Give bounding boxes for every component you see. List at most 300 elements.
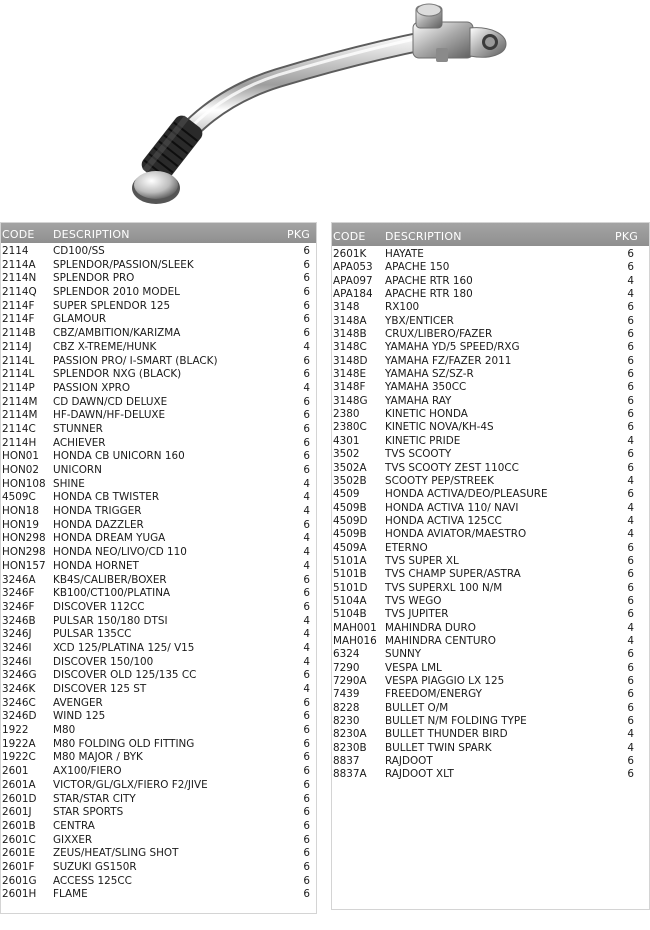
code-cell: 2601B xyxy=(2,819,36,832)
description-cell: AVENGER xyxy=(53,696,103,709)
pkg-cell: 4 xyxy=(627,514,634,527)
table-row xyxy=(332,622,649,635)
code-cell: 3246I xyxy=(2,641,32,654)
table-row xyxy=(1,683,316,697)
table-row xyxy=(332,648,649,661)
table-header xyxy=(1,223,316,243)
code-cell: 3502A xyxy=(333,461,367,474)
code-cell: HON298 xyxy=(2,546,46,559)
code-cell: 3148E xyxy=(333,368,367,381)
table-row xyxy=(1,820,316,834)
table-row xyxy=(1,847,316,861)
table-row xyxy=(332,702,649,715)
table-row xyxy=(332,341,649,354)
table-row xyxy=(1,259,316,273)
description-cell: PULSAR 135CC xyxy=(53,628,132,641)
code-cell: 5101A xyxy=(333,554,367,567)
table-row xyxy=(332,528,649,541)
code-cell: 5104B xyxy=(333,608,367,621)
code-cell: 2114F xyxy=(2,299,35,312)
description-cell: RAJDOOT XLT xyxy=(385,768,454,781)
table-row xyxy=(1,642,316,656)
code-cell: 3148F xyxy=(333,381,366,394)
code-cell: 3246G xyxy=(2,669,37,682)
description-cell: XCD 125/PLATINA 125/ V15 xyxy=(53,641,195,654)
description-cell: HONDA HORNET xyxy=(53,559,139,572)
table-row xyxy=(1,574,316,588)
description-cell: AX100/FIERO xyxy=(53,765,122,778)
table-row xyxy=(332,675,649,688)
table-row xyxy=(332,542,649,555)
description-cell: SUZUKI GS150R xyxy=(53,860,137,873)
table-row xyxy=(1,806,316,820)
code-cell: 2114Q xyxy=(2,286,37,299)
pkg-cell: 6 xyxy=(303,464,310,476)
description-cell: HONDA DREAM YUGA xyxy=(53,532,166,545)
table-row xyxy=(1,491,316,505)
code-cell: 1922C xyxy=(2,751,36,764)
table-row xyxy=(332,728,649,741)
pkg-cell: 6 xyxy=(303,272,310,285)
description-cell: ACHIEVER xyxy=(53,436,106,449)
table-row xyxy=(332,408,649,421)
pkg-cell: 6 xyxy=(627,421,634,434)
description-cell: RAJDOOT xyxy=(385,755,433,768)
description-cell: PASSION PRO/ I-SMART (BLACK) xyxy=(53,354,218,367)
table-row xyxy=(332,555,649,568)
table-row xyxy=(332,635,649,648)
description-cell: STAR SPORTS xyxy=(53,806,124,819)
pkg-cell: 6 xyxy=(627,461,634,474)
description-cell: MAHINDRA DURO xyxy=(385,621,476,634)
code-cell: 3246K xyxy=(2,683,36,695)
table-row xyxy=(332,568,649,581)
code-cell: 2601 xyxy=(2,765,29,778)
table-row xyxy=(1,286,316,300)
description-cell: CENTRA xyxy=(53,819,95,832)
description-cell: WIND 125 xyxy=(53,710,106,723)
table-row xyxy=(1,560,316,574)
pkg-cell: 6 xyxy=(303,395,310,408)
pkg-cell: 4 xyxy=(627,474,634,487)
description-cell: TVS SUPERXL 100 N/M xyxy=(385,581,503,594)
pkg-cell: 6 xyxy=(303,737,310,750)
table-row xyxy=(1,697,316,711)
code-cell: MAH001 xyxy=(333,621,377,634)
code-cell: MAH016 xyxy=(333,634,377,647)
code-cell: 7439 xyxy=(333,688,360,701)
pkg-cell: 6 xyxy=(303,436,310,449)
description-cell: SPLENDOR 2010 MODEL xyxy=(53,286,180,299)
pkg-cell: 6 xyxy=(303,245,310,257)
pkg-cell: 6 xyxy=(303,724,310,737)
table-row xyxy=(1,396,316,410)
description-cell: CRUX/LIBERO/FAZER xyxy=(385,328,493,341)
header-pkg: PKG xyxy=(615,230,638,243)
description-cell: KB4S/CALIBER/BOXER xyxy=(53,573,167,586)
code-cell: 3246J xyxy=(2,628,32,641)
table-row xyxy=(1,779,316,793)
description-cell: BULLET N/M FOLDING TYPE xyxy=(385,715,527,728)
pkg-cell: 4 xyxy=(627,434,634,447)
description-cell: HONDA CB TWISTER xyxy=(53,491,160,504)
table-row xyxy=(332,662,649,675)
code-cell: 3246F xyxy=(2,600,35,613)
code-cell: 7290A xyxy=(333,675,367,687)
pkg-cell: 6 xyxy=(303,833,310,846)
code-cell: 2601D xyxy=(2,792,37,805)
table-row xyxy=(1,313,316,327)
pkg-cell: 6 xyxy=(303,409,310,422)
table-row xyxy=(332,421,649,434)
pkg-cell: 6 xyxy=(303,286,310,299)
table-row xyxy=(332,248,649,261)
code-cell: 3148B xyxy=(333,328,367,341)
table-row xyxy=(1,793,316,807)
table-row xyxy=(332,582,649,595)
description-cell: TVS SUPER XL xyxy=(385,554,459,567)
pkg-cell: 6 xyxy=(303,696,310,709)
code-cell: 2114A xyxy=(2,258,36,271)
pkg-cell: 6 xyxy=(303,354,310,367)
code-cell: 3148D xyxy=(333,354,368,367)
code-cell: HON19 xyxy=(2,518,39,531)
pkg-cell: 6 xyxy=(627,314,634,327)
description-cell: VICTOR/GL/GLX/FIERO F2/JIVE xyxy=(53,778,208,791)
code-cell: HON18 xyxy=(2,505,39,518)
code-cell: 3148A xyxy=(333,314,367,327)
description-cell: YAMAHA 350CC xyxy=(385,381,467,394)
code-cell: 2114B xyxy=(2,327,36,340)
description-cell: ACCESS 125CC xyxy=(53,874,132,887)
pkg-cell: 4 xyxy=(627,728,634,741)
table-row xyxy=(332,368,649,381)
table-row xyxy=(1,450,316,464)
code-cell: 3246D xyxy=(2,710,37,723)
pkg-cell: 6 xyxy=(303,860,310,873)
code-cell: 2601J xyxy=(2,806,32,819)
pkg-cell: 6 xyxy=(303,368,310,381)
table-row xyxy=(1,505,316,519)
code-cell: APA053 xyxy=(333,261,373,274)
pkg-cell: 6 xyxy=(627,301,634,314)
pkg-cell: 6 xyxy=(303,765,310,778)
pkg-cell: 4 xyxy=(303,614,310,627)
code-cell: 5101D xyxy=(333,581,368,594)
description-cell: ETERNO xyxy=(385,541,428,554)
code-cell: 2114H xyxy=(2,436,37,449)
description-cell: YBX/ENTICER xyxy=(385,314,454,327)
description-cell: TVS CHAMP SUPER/ASTRA xyxy=(385,568,521,581)
code-cell: APA184 xyxy=(333,288,373,301)
code-cell: 2601F xyxy=(2,860,35,873)
pkg-cell: 4 xyxy=(627,528,634,541)
pkg-cell: 6 xyxy=(303,573,310,586)
header-description: DESCRIPTION xyxy=(385,230,462,243)
pkg-cell: 4 xyxy=(627,288,634,301)
table-row xyxy=(332,435,649,448)
code-cell: 2114L xyxy=(2,368,35,381)
table-row xyxy=(1,532,316,546)
table-body xyxy=(332,248,649,782)
pkg-cell: 4 xyxy=(627,274,634,287)
pkg-cell: 6 xyxy=(627,768,634,781)
table-row xyxy=(1,300,316,314)
table-row xyxy=(1,382,316,396)
pkg-cell: 6 xyxy=(627,381,634,394)
code-cell: 3246A xyxy=(2,573,36,586)
pkg-cell: 6 xyxy=(627,701,634,714)
kick-lever-image xyxy=(118,0,518,212)
description-cell: DISCOVER 125 ST xyxy=(53,683,147,695)
code-cell: 4509B xyxy=(333,528,367,541)
table-row xyxy=(1,519,316,533)
table-row xyxy=(1,327,316,341)
code-cell: 4509D xyxy=(333,514,368,527)
table-row xyxy=(332,328,649,341)
table-row xyxy=(332,395,649,408)
pkg-cell: 4 xyxy=(303,491,310,504)
description-cell: HONDA ACTIVA 110/ NAVI xyxy=(385,501,519,514)
pkg-cell: 6 xyxy=(627,715,634,728)
table-header xyxy=(332,223,649,246)
table-row xyxy=(1,272,316,286)
code-cell: 2601G xyxy=(2,874,37,887)
code-cell: 3246B xyxy=(2,614,36,627)
table-row xyxy=(1,409,316,423)
code-cell: HON108 xyxy=(2,477,46,490)
parts-table-right xyxy=(331,222,650,910)
description-cell: KB100/CT100/PLATINA xyxy=(53,587,171,600)
code-cell: 3246I xyxy=(2,655,32,668)
pkg-cell: 6 xyxy=(627,594,634,607)
description-cell: YAMAHA YD/5 SPEED/RXG xyxy=(385,341,520,354)
header-pkg: PKG xyxy=(287,228,310,241)
header-description: DESCRIPTION xyxy=(53,228,130,241)
pkg-cell: 4 xyxy=(627,501,634,514)
table-row xyxy=(1,368,316,382)
table-row xyxy=(332,688,649,701)
pkg-cell: 4 xyxy=(303,381,310,394)
table-row xyxy=(1,669,316,683)
code-cell: 2114N xyxy=(2,272,37,285)
description-cell: TVS WEGO xyxy=(385,594,442,607)
description-cell: HONDA AVIATOR/MAESTRO xyxy=(385,528,527,541)
code-cell: 2601K xyxy=(333,248,367,260)
pkg-cell: 6 xyxy=(303,258,310,271)
code-cell: 7290 xyxy=(333,661,360,674)
description-cell: PASSION XPRO xyxy=(53,381,131,394)
pkg-cell: 6 xyxy=(627,328,634,341)
table-row xyxy=(1,464,316,478)
code-cell: 1922A xyxy=(2,737,36,750)
table-row xyxy=(332,462,649,475)
pkg-cell: 6 xyxy=(627,568,634,581)
pkg-cell: 4 xyxy=(303,505,310,518)
pkg-cell: 4 xyxy=(627,634,634,647)
pkg-cell: 4 xyxy=(627,741,634,754)
pkg-cell: 6 xyxy=(303,327,310,340)
pkg-cell: 6 xyxy=(303,518,310,531)
table-row xyxy=(332,275,649,288)
description-cell: M80 MAJOR / BYK xyxy=(53,751,143,764)
code-cell: HON157 xyxy=(2,559,46,572)
description-cell: GIXXER xyxy=(53,833,93,846)
table-row xyxy=(1,615,316,629)
description-cell: APACHE RTR 180 xyxy=(385,288,473,301)
code-cell: 2114M xyxy=(2,409,38,422)
pkg-cell: 6 xyxy=(303,806,310,819)
code-cell: 8230 xyxy=(333,715,360,728)
code-cell: 6324 xyxy=(333,648,360,661)
description-cell: BULLET THUNDER BIRD xyxy=(385,728,508,741)
pkg-cell: 6 xyxy=(303,313,310,326)
pkg-cell: 6 xyxy=(303,587,310,600)
description-cell: VESPA LML xyxy=(385,661,442,674)
description-cell: VESPA PIAGGIO LX 125 xyxy=(385,675,505,687)
code-cell: 4509B xyxy=(333,501,367,514)
pkg-cell: 6 xyxy=(303,669,310,682)
description-cell: FLAME xyxy=(53,888,88,901)
table-row xyxy=(332,381,649,394)
code-cell: 5104A xyxy=(333,594,367,607)
pkg-cell: 6 xyxy=(627,688,634,701)
code-cell: 3502B xyxy=(333,474,367,487)
table-row xyxy=(1,875,316,889)
description-cell: YAMAHA SZ/SZ-R xyxy=(385,368,474,381)
table-row xyxy=(1,710,316,724)
description-cell: GLAMOUR xyxy=(53,313,107,326)
description-cell: DISCOVER OLD 125/135 CC xyxy=(53,669,197,682)
table-row xyxy=(332,261,649,274)
description-cell: BULLET O/M xyxy=(385,701,449,714)
code-cell: 3148 xyxy=(333,301,360,314)
pkg-cell: 4 xyxy=(303,683,310,695)
code-cell: 8228 xyxy=(333,701,360,714)
code-cell: 2601A xyxy=(2,778,36,791)
pkg-cell: 6 xyxy=(303,710,310,723)
table-row xyxy=(332,475,649,488)
code-cell: 8230A xyxy=(333,728,367,741)
description-cell: SUPER SPLENDOR 125 xyxy=(53,299,171,312)
table-row xyxy=(332,595,649,608)
pkg-cell: 6 xyxy=(627,755,634,768)
pkg-cell: 6 xyxy=(303,888,310,901)
description-cell: HF-DAWN/HF-DELUXE xyxy=(53,409,166,422)
description-cell: M80 FOLDING OLD FITTING xyxy=(53,737,195,750)
table-row xyxy=(332,768,649,781)
code-cell: HON02 xyxy=(2,464,39,476)
pkg-cell: 6 xyxy=(303,600,310,613)
table-row xyxy=(1,765,316,779)
table-row xyxy=(332,742,649,755)
table-row xyxy=(332,448,649,461)
code-cell: 1922 xyxy=(2,724,29,737)
table-row xyxy=(1,423,316,437)
code-cell: 2114F xyxy=(2,313,35,326)
pkg-cell: 6 xyxy=(303,422,310,435)
table-row xyxy=(332,355,649,368)
pkg-cell: 6 xyxy=(627,661,634,674)
pkg-cell: 4 xyxy=(303,628,310,641)
code-cell: 2114C xyxy=(2,422,36,435)
table-row xyxy=(1,355,316,369)
table-row xyxy=(1,546,316,560)
table-row xyxy=(332,315,649,328)
pkg-cell: 4 xyxy=(627,621,634,634)
code-cell: 2601C xyxy=(2,833,36,846)
pkg-cell: 6 xyxy=(303,299,310,312)
table-row xyxy=(332,515,649,528)
pkg-cell: 4 xyxy=(303,655,310,668)
description-cell: HAYATE xyxy=(385,248,424,260)
description-cell: KINETIC PRIDE xyxy=(385,434,461,447)
code-cell: 5101B xyxy=(333,568,367,581)
pkg-cell: 6 xyxy=(627,368,634,381)
description-cell: STAR/STAR CITY xyxy=(53,792,136,805)
description-cell: STUNNER xyxy=(53,422,103,435)
description-cell: YAMAHA FZ/FAZER 2011 xyxy=(385,354,512,367)
description-cell: TVS SCOOTY ZEST 110CC xyxy=(385,461,519,474)
code-cell: 2114L xyxy=(2,354,35,367)
code-cell: 2114M xyxy=(2,395,38,408)
table-row xyxy=(1,587,316,601)
description-cell: ZEUS/HEAT/SLING SHOT xyxy=(53,847,179,860)
description-cell: HONDA DAZZLER xyxy=(53,518,144,531)
description-cell: HONDA NEO/LIVO/CD 110 xyxy=(53,546,187,559)
description-cell: FREEDOM/ENERGY xyxy=(385,688,482,701)
pkg-cell: 6 xyxy=(627,341,634,354)
code-cell: 3246C xyxy=(2,696,36,709)
description-cell: M80 xyxy=(53,724,76,737)
description-cell: CBZ X-TREME/HUNK xyxy=(53,340,157,353)
table-row xyxy=(1,738,316,752)
table-row xyxy=(1,834,316,848)
description-cell: HONDA TRIGGER xyxy=(53,505,142,518)
pkg-cell: 6 xyxy=(627,261,634,274)
description-cell: SUNNY xyxy=(385,648,422,661)
pkg-cell: 4 xyxy=(303,559,310,572)
code-cell: 4509A xyxy=(333,541,367,554)
table-row xyxy=(1,861,316,875)
code-cell: 2114P xyxy=(2,381,35,394)
description-cell: DISCOVER 150/100 xyxy=(53,655,154,668)
code-cell: HON298 xyxy=(2,532,46,545)
code-cell: 3148G xyxy=(333,394,368,407)
description-cell: PULSAR 150/180 DTSI xyxy=(53,614,168,627)
pkg-cell: 6 xyxy=(627,648,634,661)
pkg-cell: 6 xyxy=(627,608,634,621)
code-cell: 2380 xyxy=(333,408,360,421)
code-cell: 2380C xyxy=(333,421,367,434)
pkg-cell: 6 xyxy=(627,554,634,567)
code-cell: 4509C xyxy=(2,491,36,504)
description-cell: CD DAWN/CD DELUXE xyxy=(53,395,168,408)
pkg-cell: 6 xyxy=(303,874,310,887)
description-cell: HONDA ACTIVA/DEO/PLEASURE xyxy=(385,488,548,501)
description-cell: CD100/SS xyxy=(53,245,105,257)
table-row xyxy=(1,601,316,615)
code-cell: 2114 xyxy=(2,245,29,257)
code-cell: 2601E xyxy=(2,847,36,860)
table-row xyxy=(1,888,316,902)
pkg-cell: 6 xyxy=(303,847,310,860)
description-cell: DISCOVER 112CC xyxy=(53,600,145,613)
pkg-cell: 4 xyxy=(303,477,310,490)
table-row xyxy=(332,301,649,314)
description-cell: CBZ/AMBITION/KARIZMA xyxy=(53,327,181,340)
table-row xyxy=(1,628,316,642)
